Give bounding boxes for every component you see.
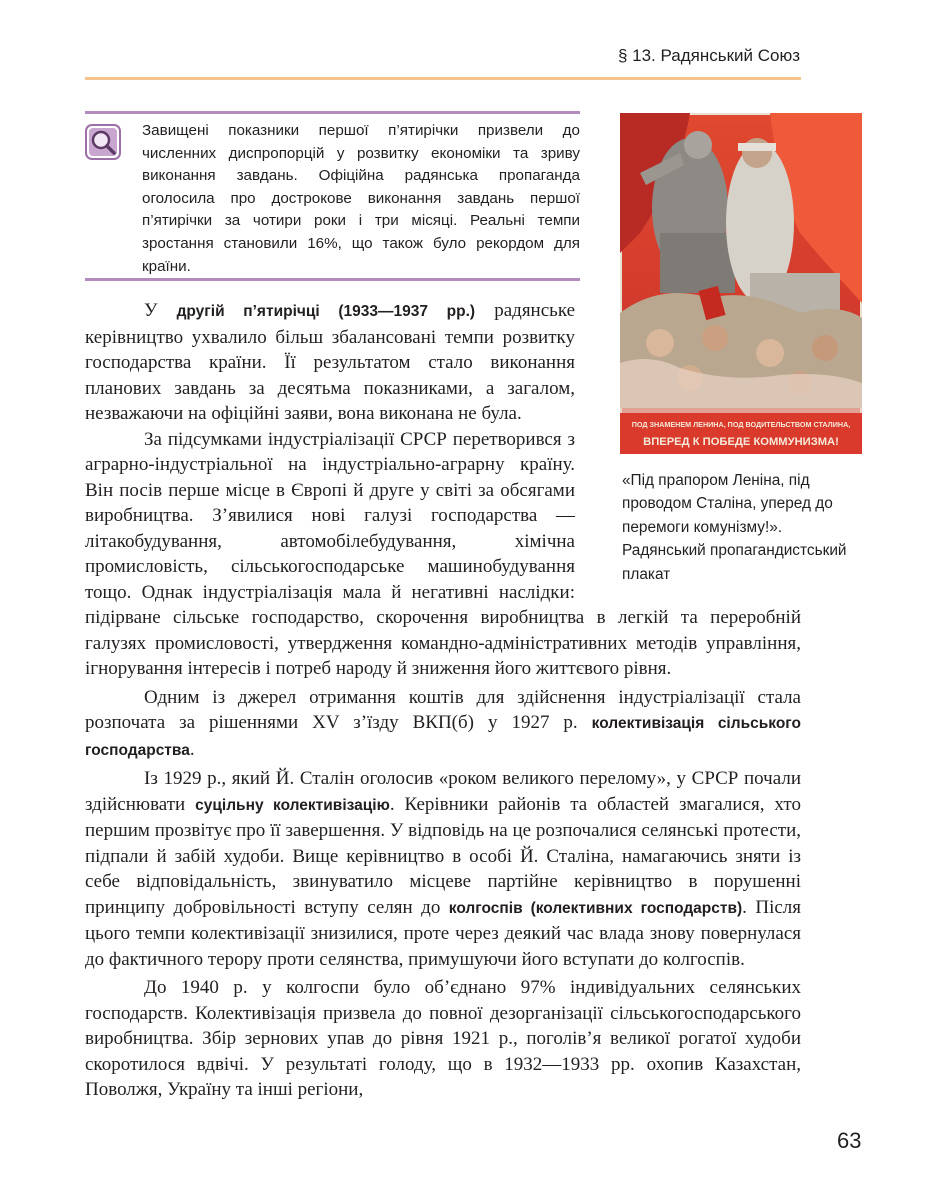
term-total-collectivization: суцільну колективізацію bbox=[195, 796, 390, 814]
poster-slogan-line2: ВПЕРЕД К ПОБЕДЕ КОММУНИЗМА! bbox=[643, 436, 839, 448]
note-top-rule bbox=[85, 111, 580, 114]
figure-spacer bbox=[575, 298, 801, 594]
term-collectivization: колективізація сільського господарства bbox=[85, 715, 802, 759]
main-text bbox=[85, 298, 801, 1103]
paragraph-collectivization-source: Одним із джерел отримання коштів для здійснення індустріалізації стала розпочата за рішеннями XV з’їзду ВКП(б) у 1927 р. колективізація сільського господарства. bbox=[85, 686, 802, 760]
note-text: Завищені показники першої п’ятирічки призвели до численних диспропорцій у розвитку економіки та зриву виконання завдань. Офіційна радянська пропаганда оголосила про дострокове виконання завдань першої п’ятирічки за чотири роки і три місяці. Реальні темпи зростання становили 16%, що також було рекордом для країни. bbox=[142, 122, 580, 275]
paragraph-collectivization-consequences: До 1940 р. у колгоспи було об’єднано 97% індивідуальних селянських господарств. Колективізація призвела до повної дезорганізації сільськогосподарського виробництва. Збір зернових упав до рівня 1921 р., поголів’я великої рогатої худоби скоротилося вдвічі. У результаті голоду, що в 1932—1933 рр. охопив Казахстан, Поволжя, Україну та інші регіони, bbox=[85, 977, 801, 1100]
running-header: § 13. Радянський Союз bbox=[617, 46, 800, 65]
caption-quote: «Під прапором Леніна, під проводом Сталіна, уперед до перемоги комунізму!». bbox=[622, 472, 833, 536]
paragraph-industrialization-results: За підсумками індустріалізації СРСР перетворився з аграрно-індустріальної на індустріально-аграрну країну. Він посів перше місце в Європі й друге у світі за обсягами виробництва. З’явилися нові галузі господарства — літакобудування, автомобілебудування, хімічна промисловість, сільськогосподарське машинобудування тощо. Однак індустріалізація мала й негативні наслідки: підірване сільське господарство, скорочення виробництва в легкій та переробній галузях промисловості, утвердження командно-адміністративних методів управління, ігнорування інтересів і потреб народу й зниження його життєвого рівня. bbox=[85, 428, 801, 679]
info-note bbox=[85, 111, 580, 283]
note-bottom-rule bbox=[85, 278, 580, 281]
page-number: 63 bbox=[837, 1128, 862, 1153]
term-kolkhozes: колгоспів (колективних господарств) bbox=[448, 899, 743, 917]
magnifier-icon bbox=[85, 124, 121, 160]
paragraph-total-collectivization: Із 1929 р., який Й. Сталін оголосив «роком великого перелому», у СРСР почали здійснювати суцільну колективізацію. Керівники районів та областей змагалися, хто першим прозвітує про її завершення. У відповідь на це розпочалися селянські протести, підпали й забій худоби. Вище керівництво в особі Й. Сталіна, намагаючись зняти із себе відповідальність, звинуватило місцеве партійне керівництво в порушенні принципу добровільності вступу селян до колгоспів (колективних господарств). Після цього темпи колективізації знизилися, проте через деякий час влада знову повернулася до фактичного терору проти селянства, примушуючи його вступати до колгоспів. bbox=[85, 768, 802, 970]
term-second-five-year-plan: другій п’ятирічці (1933—1937 рр.) bbox=[176, 303, 476, 320]
header-rule bbox=[85, 77, 801, 80]
paragraph-second-five-year-plan: У другій п’ятирічці (1933—1937 рр.) радянське керівництво ухвалило більш збалансовані темпи розвитку господарства країни. Її результатом стало виконання планових завдань за десятьма показниками, а загалом, незважаючи на офіційні заяви, вона виконана не була. bbox=[85, 300, 576, 424]
caption-description: Радянський пропагандистський плакат bbox=[622, 542, 847, 583]
poster-slogan-line1: ПОД ЗНАМЕНЕМ ЛЕНИНА, ПОД ВОДИТЕЛЬСТВОМ СТАЛИНА, bbox=[631, 420, 851, 429]
